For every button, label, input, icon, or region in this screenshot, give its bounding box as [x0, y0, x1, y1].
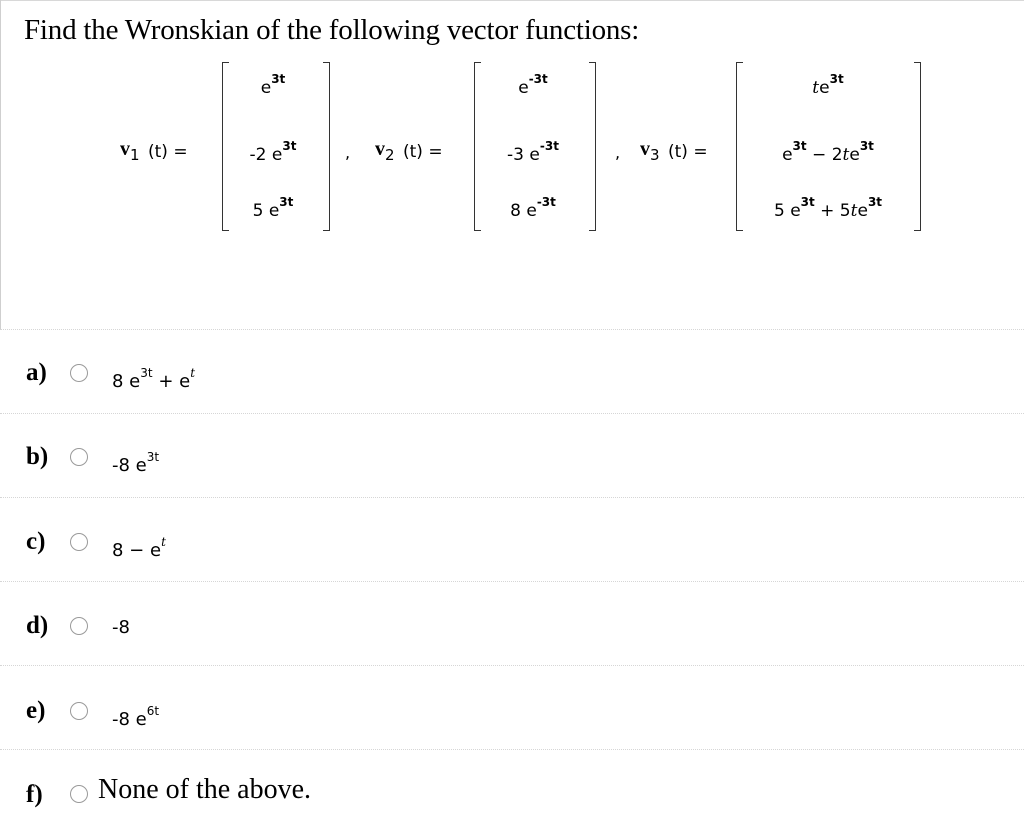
option-answer: -8 — [112, 617, 130, 638]
radio-button[interactable] — [70, 702, 88, 720]
right-bracket — [323, 62, 330, 231]
matrix-entry: $e^{3t}$ — [260, 72, 286, 98]
matrix-entry: 5 $e^{3t}$ — [252, 195, 294, 221]
option-answer: None of the above. — [98, 774, 312, 805]
separator-comma: , — [345, 143, 351, 162]
divider — [0, 665, 1024, 666]
radio-button[interactable] — [70, 785, 88, 803]
matrix-entry: -3 $e^{-3t}$ — [507, 139, 559, 165]
option-answer: -8 $e^{6t}$ — [112, 704, 160, 730]
divider — [0, 329, 1024, 330]
divider — [0, 497, 1024, 498]
divider — [0, 413, 1024, 414]
matrix-entry: 5 $e^{3t} + 5te^{3t}$ — [773, 195, 883, 221]
right-bracket — [589, 62, 596, 231]
radio-button[interactable] — [70, 533, 88, 551]
divider — [0, 749, 1024, 750]
radio-button[interactable] — [70, 448, 88, 466]
option-letter: f) — [26, 781, 43, 808]
vector-v3-label: $v_3$ — [640, 138, 660, 164]
option-letter: d) — [26, 612, 49, 639]
option-letter: b) — [26, 443, 49, 470]
question-text: Find the Wronskian of the following vector functions: — [24, 14, 640, 46]
vector-v1-label: $v_1$ — [120, 138, 140, 164]
option-answer: -8 $e^{3t}$ — [112, 450, 160, 476]
option-answer: 8 $e^{3t} + e^t$ — [112, 366, 196, 392]
radio-button[interactable] — [70, 364, 88, 382]
vector-v2-label: $v_2$ — [375, 138, 395, 164]
separator-comma: , — [615, 143, 621, 162]
matrix-entry: $te^{3t}$ — [812, 72, 844, 98]
divider — [0, 581, 1024, 582]
vector-v2-arg: (t) = — [403, 142, 443, 162]
left-bracket — [222, 62, 229, 231]
matrix-entry: $e^{-3t}$ — [518, 72, 548, 98]
option-answer: $8 - e^t$ — [112, 535, 166, 561]
top-border — [0, 0, 1024, 1]
radio-button[interactable] — [70, 617, 88, 635]
left-bracket — [736, 62, 743, 231]
left-bracket — [474, 62, 481, 231]
option-letter: a) — [26, 359, 47, 386]
matrix-entry: $e^{3t} - 2te^{3t}$ — [782, 139, 874, 165]
option-letter: c) — [26, 528, 46, 555]
vector-v1-arg: (t) = — [148, 142, 188, 162]
vector-v3-arg: (t) = — [668, 142, 708, 162]
left-border — [0, 0, 1, 330]
matrix-entry: -2 $e^{3t}$ — [249, 139, 297, 165]
matrix-entry: 8 $e^{-3t}$ — [510, 195, 556, 221]
option-letter: e) — [26, 697, 46, 724]
right-bracket — [914, 62, 921, 231]
